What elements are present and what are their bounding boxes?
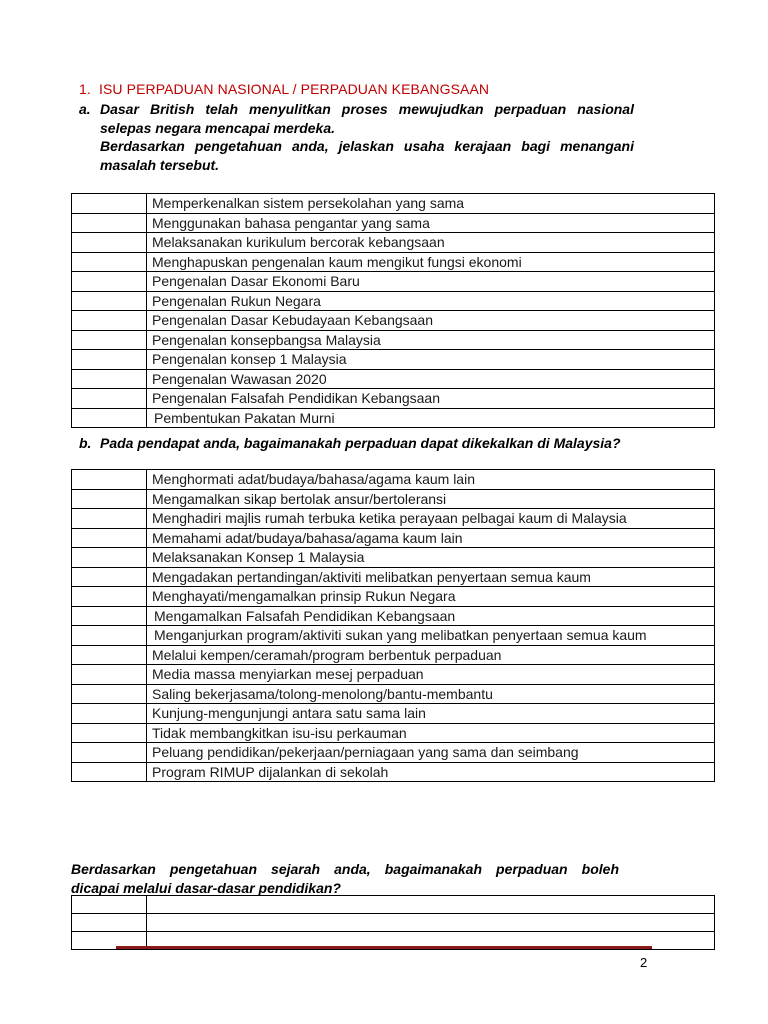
row-marker-cell [72,914,147,932]
row-text: Menghadiri majlis rumah terbuka ketika perayaan pelbagai kaum di Malaysia [147,509,715,529]
row-marker-cell [72,896,147,914]
table-row [72,684,715,704]
row-text: Pembentukan Pakatan Murni [147,408,715,428]
row-marker-cell [72,684,147,704]
row-marker-cell [72,567,147,587]
question-a-label: a. [79,101,91,117]
page-number: 2 [640,955,648,970]
row-marker-cell [72,369,147,389]
table-row [72,665,715,685]
question-a-text [100,100,634,174]
row-text: Memahami adat/budaya/bahasa/agama kaum lain [147,528,715,548]
answer-table-c [71,895,715,950]
row-text: Mengamalkan Falsafah Pendidikan Kebangsaan [147,606,715,626]
section-title: ISU PERPADUAN NASIONAL / PERPADUAN KEBANGSAAN [99,81,490,97]
row-marker-cell [72,272,147,292]
row-text: Pengenalan konsepbangsa Malaysia [147,330,715,350]
question-a-line-2: selepas negara mencapai merdeka. [100,119,336,136]
row-marker-cell [72,606,147,626]
row-text: Menghapuskan pengenalan kaum mengikut fungsi ekonomi [147,252,715,272]
row-marker-cell [72,528,147,548]
table-row [72,723,715,743]
footer-divider [116,946,652,949]
question-a-line-1: Dasar British telah menyulitkan proses mewujudkan perpaduan nasional [100,101,634,117]
row-marker-cell [72,587,147,607]
question-c-line-1: Berdasarkan pengetahuan sejarah anda, bagaimanakah perpaduan boleh [71,861,619,877]
table-row [72,704,715,724]
row-text: Pengenalan Falsafah Pendidikan Kebangsaan [147,389,715,409]
question-a [79,100,639,176]
table-row [72,567,715,587]
row-text: Menganjurkan program/aktiviti sukan yang melibatkan penyertaan semua kaum [147,626,715,646]
row-text: Pengenalan Dasar Ekonomi Baru [147,272,715,292]
table-row [72,896,715,914]
section-number: 1. [79,81,91,97]
table-row [72,252,715,272]
row-text: Program RIMUP dijalankan di sekolah [147,762,715,782]
row-text: Tidak membangkitkan isu-isu perkauman [147,723,715,743]
table-row [72,369,715,389]
row-marker-cell [72,311,147,331]
table-row [72,587,715,607]
row-text: Memperkenalkan sistem persekolahan yang sama [147,194,715,214]
table-row [72,272,715,292]
row-text: Melaksanakan kurikulum bercorak kebangsaan [147,233,715,253]
question-c-line-2: dicapai melalui dasar-dasar pendidikan? [71,879,341,896]
table-row [72,389,715,409]
row-marker-cell [72,330,147,350]
table-row [72,489,715,509]
table-row [72,626,715,646]
table-row [72,743,715,763]
row-marker-cell [72,213,147,233]
row-marker-cell [72,233,147,253]
row-marker-cell [72,762,147,782]
row-marker-cell [72,626,147,646]
answer-table-a [71,193,715,428]
row-marker-cell [72,509,147,529]
row-text: Saling bekerjasama/tolong-menolong/bantu-membantu [147,684,715,704]
question-a-line-4: masalah tersebut. [100,156,220,173]
table-row [72,528,715,548]
row-text: Pengenalan konsep 1 Malaysia [147,350,715,370]
row-text: Menghormati adat/budaya/bahasa/agama kaum lain [147,470,715,490]
table-row [72,311,715,331]
row-text: Kunjung-mengunjungi antara satu sama lain [147,704,715,724]
table-row [72,509,715,529]
table-row [72,408,715,428]
row-text: Pengenalan Dasar Kebudayaan Kebangsaan [147,311,715,331]
table-row [72,914,715,932]
table-row [72,350,715,370]
row-marker-cell [72,470,147,490]
row-marker-cell [72,408,147,428]
row-marker-cell [72,194,147,214]
row-marker-cell [72,743,147,763]
row-text: Menghayati/mengamalkan prinsip Rukun Negara [147,587,715,607]
table-row [72,213,715,233]
table-row [72,194,715,214]
row-text: Melaksanakan Konsep 1 Malaysia [147,548,715,568]
row-text: Menggunakan bahasa pengantar yang sama [147,213,715,233]
row-marker-cell [72,389,147,409]
answer-table-b [71,469,715,782]
row-text: Peluang pendidikan/pekerjaan/perniagaan yang sama dan seimbang [147,743,715,763]
row-marker-cell [72,723,147,743]
row-marker-cell [72,645,147,665]
row-text: Mengadakan pertandingan/aktiviti melibatkan penyertaan semua kaum [147,567,715,587]
table-row [72,291,715,311]
table-row [72,548,715,568]
row-text: Pengenalan Wawasan 2020 [147,369,715,389]
row-marker-cell [72,548,147,568]
row-marker-cell [72,704,147,724]
table-row [72,762,715,782]
table-row [72,645,715,665]
table-row [72,470,715,490]
table-row [72,233,715,253]
question-b [79,434,679,454]
table-row [72,606,715,626]
answer-cell[interactable] [147,914,715,932]
table-row [72,330,715,350]
row-text: Mengamalkan sikap bertolak ansur/bertoleransi [147,489,715,509]
row-marker-cell [72,350,147,370]
row-marker-cell [72,665,147,685]
row-text: Pengenalan Rukun Negara [147,291,715,311]
question-b-label: b. [79,435,92,451]
section-heading [79,81,489,97]
row-marker-cell [72,291,147,311]
row-text: Melalui kempen/ceramah/program berbentuk perpaduan [147,645,715,665]
row-text: Media massa menyiarkan mesej perpaduan [147,665,715,685]
question-a-line-3: Berdasarkan pengetahuan anda, jelaskan usaha kerajaan bagi menangani [100,138,634,154]
question-c [71,860,619,897]
row-marker-cell [72,489,147,509]
question-b-text: Pada pendapat anda, bagaimanakah perpaduan dapat dikekalkan di Malaysia? [100,435,621,451]
answer-cell[interactable] [147,896,715,914]
row-marker-cell [72,252,147,272]
